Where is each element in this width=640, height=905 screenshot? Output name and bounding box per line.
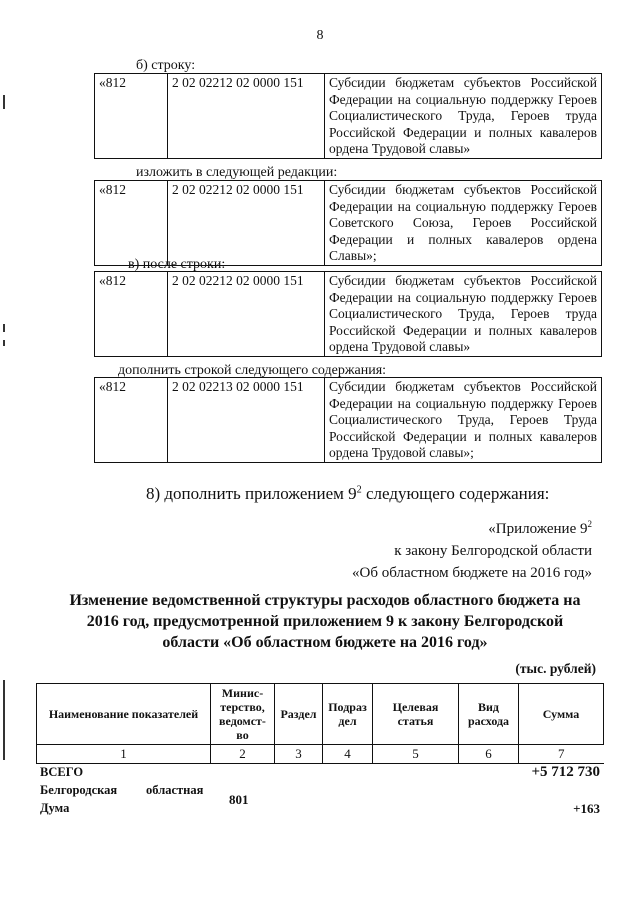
section-label-b: б) строку: (136, 58, 196, 73)
col-header-expense-type: Вид расхода (459, 684, 519, 745)
item-8-tail: следующего содержания: (361, 484, 550, 503)
code-table-v (94, 271, 602, 357)
appendix-line-3: «Об областном бюджете на 2016 год» (352, 565, 592, 581)
appendix-title: «Приложение 9 (488, 521, 588, 537)
table-row (95, 181, 602, 266)
table-number-row (37, 745, 604, 764)
cell-kbk: 2 02 02213 02 0000 151 (168, 378, 325, 463)
section-label-add: дополнить строкой следующего содержания: (118, 363, 387, 378)
scan-edge-mark (3, 680, 5, 760)
col-header-target: Целевая статья (373, 684, 459, 745)
col-header-subsection: Подраз дел (323, 684, 373, 745)
item-8-text (146, 484, 549, 504)
cell-description: Субсидии бюджетам субъектов Российской Федерации на социальную поддержку Героев Социалистического Труда, Героев труда Российской Федерации и полных кавалеров ордена Трудовой славы» (325, 74, 602, 159)
cell-description: Субсидии бюджетам субъектов Российской Федерации на социальную поддержку Героев Социалистического Труда, Героев Труда Российской Федерации и полных кавалеров ордена Трудовой славы»; (325, 378, 602, 463)
total-label: ВСЕГО (40, 765, 84, 779)
col-number: 4 (323, 745, 373, 764)
org-name-word-1: Белгородская (40, 783, 118, 797)
cell-kbk: 2 02 02212 02 0000 151 (168, 181, 325, 266)
col-number: 7 (519, 745, 604, 764)
document-title: Изменение ведомственной структуры расходов областного бюджета на 2016 год, предусмотренной приложением 9 к закону Белгородской области «Об областном бюджете на 2016 год» (69, 592, 581, 651)
cell-description: Субсидии бюджетам субъектов Российской Федерации на социальную поддержку Героев Советского Союза, Героев Российской Федерации и полных кавалеров ордена Славы»; (325, 181, 602, 266)
cell-kbk: 2 02 02212 02 0000 151 (168, 272, 325, 357)
col-number: 1 (37, 745, 211, 764)
col-number: 3 (275, 745, 323, 764)
scan-edge-mark (3, 95, 5, 109)
code-table-add (94, 377, 602, 463)
col-header-name: Наименование показателей (37, 684, 211, 745)
org-amount: +163 (573, 801, 600, 816)
item-8-superscript: 2 (356, 484, 362, 496)
units-label: (тыс. рублей) (515, 661, 596, 676)
cell-kbk: 2 02 02212 02 0000 151 (168, 74, 325, 159)
table-header-row (37, 684, 604, 745)
col-number: 2 (211, 745, 275, 764)
org-ministry-code: 801 (229, 792, 249, 807)
col-header-amount: Сумма (519, 684, 604, 745)
scan-edge-mark (3, 340, 5, 346)
table-row (95, 272, 602, 357)
cell-code: «812 (95, 378, 168, 463)
table-row (95, 378, 602, 463)
section-label-edit: изложить в следующей редакции: (136, 165, 338, 180)
item-8-main: 8) дополнить приложением 9 (146, 484, 357, 503)
cell-description: Субсидии бюджетам субъектов Российской Федерации на социальную поддержку Героев Социалистического Труда, Героев труда Российской Федерации и полных кавалеров ордена Трудовой славы» (325, 272, 602, 357)
cell-code: «812 (95, 181, 168, 266)
cell-code: «812 (95, 74, 168, 159)
code-table-b (94, 73, 602, 159)
code-table-edit (94, 180, 602, 266)
total-amount: +5 712 730 (531, 764, 600, 780)
scan-edge-mark (3, 324, 5, 332)
section-label-v: в) после строки: (128, 257, 226, 272)
page-number: 8 (316, 28, 324, 43)
col-header-section: Раздел (275, 684, 323, 745)
appendix-superscript: 2 (587, 519, 592, 529)
cell-code: «812 (95, 272, 168, 357)
structure-table (36, 683, 604, 764)
col-number: 6 (459, 745, 519, 764)
org-name-word-2: областная (146, 783, 204, 797)
appendix-line-1 (488, 518, 592, 540)
appendix-line-2: к закону Белгородской области (394, 543, 592, 559)
col-header-ministry: Минис-терство, ведомст-во (211, 684, 275, 745)
org-name-word-3: Дума (40, 801, 70, 815)
table-row (95, 74, 602, 159)
col-number: 5 (373, 745, 459, 764)
